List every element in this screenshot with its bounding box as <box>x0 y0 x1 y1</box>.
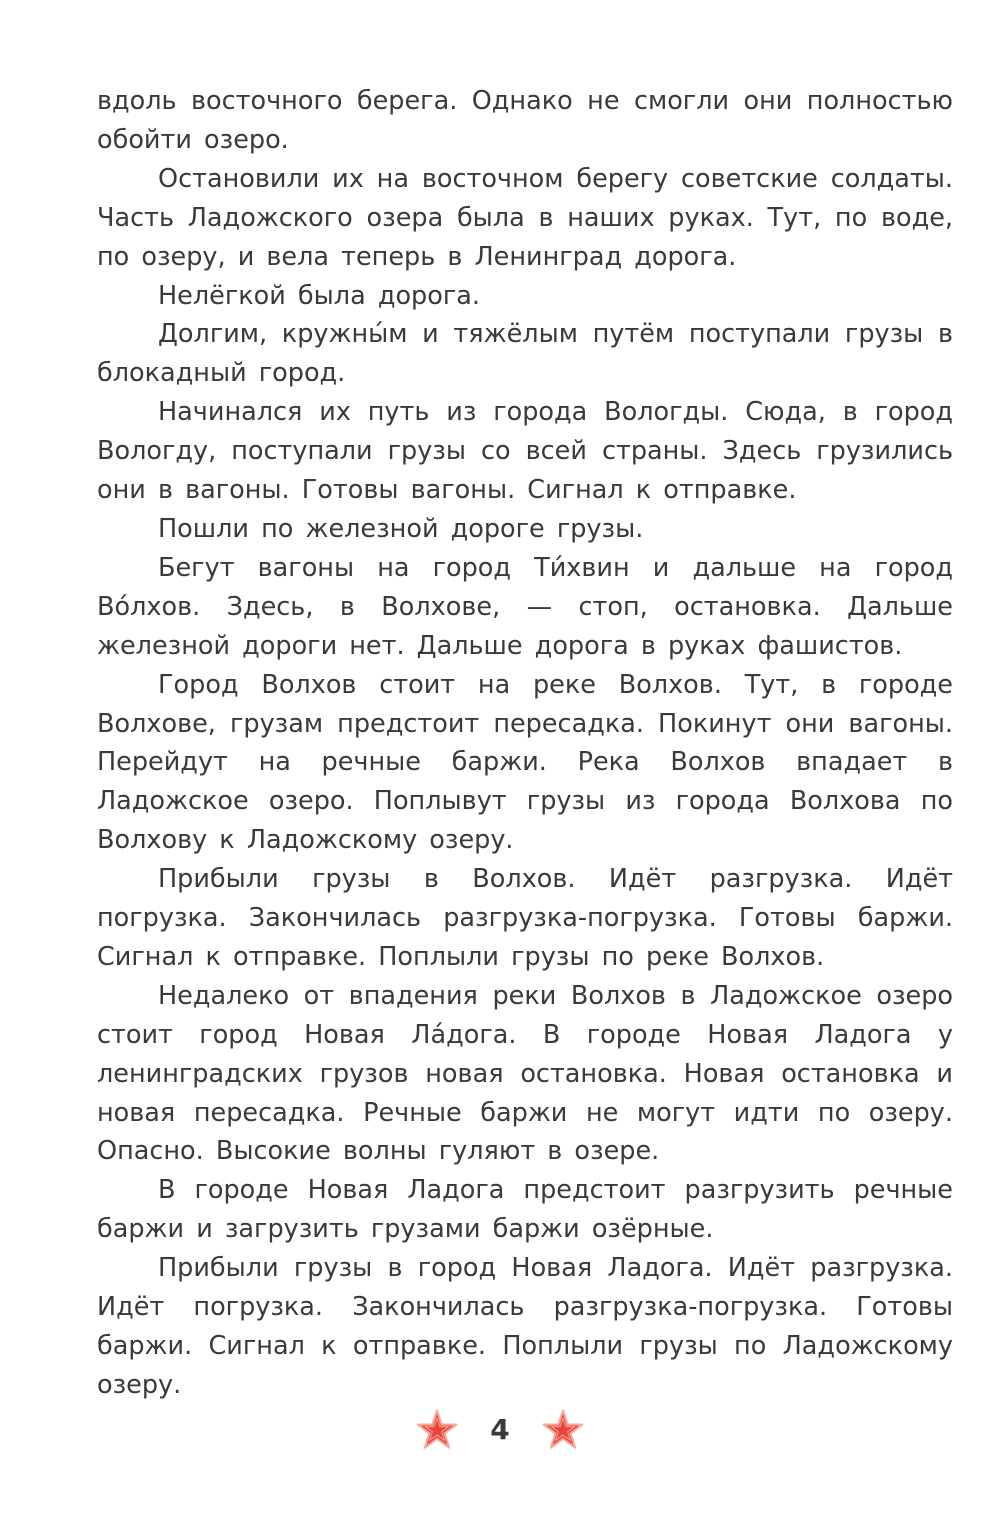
paragraph-8: Город Волхов стоит на реке Волхов. Тут, в городе Волхове, грузам предстоит пересадка. Покинут они вагоны. Перейдут на речные баржи. Река Волхов впадает в Ладожское озеро. Поплывут грузы из города Волхова по Волхову к Ладожскому озеру. <box>97 669 953 856</box>
page-footer <box>0 1402 1000 1458</box>
paragraph-3: Нелёгкой была дорога. <box>158 280 480 311</box>
red-star-icon <box>542 1409 584 1451</box>
paragraph-12: Прибыли грузы в город Новая Ладога. Идёт разгрузка. Идёт погрузка. Закончилась разгрузка-погрузка. Готовы баржи. Сигнал к отправке. Поплыли грузы по Ладожскому озеру. <box>97 1253 953 1400</box>
paragraph-10: Недалеко от впадения реки Волхов в Ладожское озеро стоит город Новая Ла́дога. В городе Новая Ладога у ленинградских грузов новая остановка. Новая остановка и новая пересадка. Речные баржи не могут идти по озеру. Опасно. Высокие волны гуляют в озере. <box>97 980 953 1167</box>
red-star-icon <box>416 1409 458 1451</box>
paragraph-5: Начинался их путь из города Вологды. Сюда, в город Вологду, поступали грузы со всей страны. Здесь грузились они в вагоны. Готовы вагоны. Сигнал к отправке. <box>97 397 953 506</box>
paragraph-1: вдоль восточного берега. Однако не смогли они полностью обойти озеро. <box>97 86 953 155</box>
paragraph-9: Прибыли грузы в Волхов. Идёт разгрузка. Идёт погрузка. Закончилась разгрузка-погрузка. Готовы баржи. Сигнал к отправке. Поплыли грузы по реке Волхов. <box>97 864 953 972</box>
page-body <box>97 82 953 1405</box>
paragraph-7: Бегут вагоны на город Ти́хвин и дальше на город Во́лхов. Здесь, в Волхове, — стоп, остановка. Дальше железной дороги нет. Дальше дорога в руках фашистов. <box>97 552 953 661</box>
paragraph-11: В городе Новая Ладога предстоит разгрузить речные баржи и загрузить грузами баржи озёрные. <box>97 1175 953 1245</box>
paragraph-4: Долгим, кружны́м и тяжёлым путём поступали грузы в блокадный город. <box>97 319 953 389</box>
paragraph-2: Остановили их на восточном берегу советские солдаты. Часть Ладожского озера была в наших руках. Тут, по воде, по озеру, и вела теперь в Ленинград дорога. <box>97 163 953 272</box>
page-number: 4 <box>490 1413 510 1446</box>
paragraph-6: Пошли по железной дороге грузы. <box>158 513 644 544</box>
